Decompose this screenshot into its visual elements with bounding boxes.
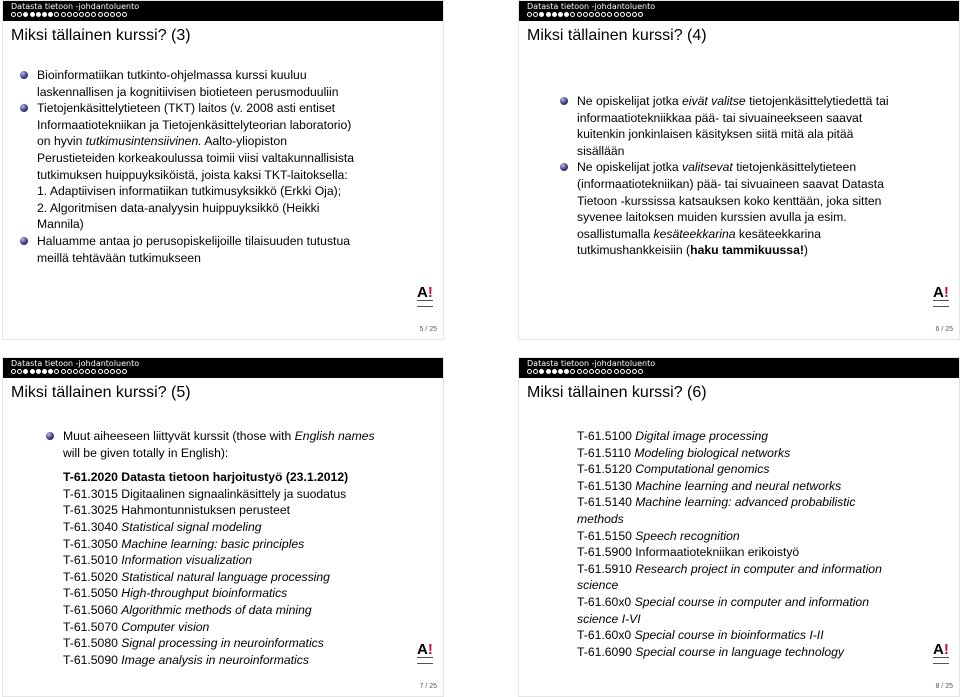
course-name: science I-VI: [577, 611, 641, 626]
nav-dot-icon[interactable]: [104, 12, 109, 17]
text-line: Tietoon -kurssissa katsauksen koko kenttään, joka sitten: [577, 193, 882, 208]
nav-dot-icon[interactable]: [104, 369, 109, 374]
header-title: Datasta tietoon -johdantoluento: [527, 2, 656, 11]
nav-dot-icon[interactable]: [61, 369, 66, 374]
nav-dot-icon[interactable]: [36, 369, 41, 374]
text-line: will be given totally in English):: [63, 445, 229, 460]
text-span: tutkimushankkeisiin (: [577, 243, 691, 258]
course-code: T-61.5120: [577, 462, 636, 477]
nav-dot-icon[interactable]: [23, 12, 28, 17]
header-title: Datasta tietoon -johdantoluento: [11, 2, 140, 11]
course-line: [577, 478, 949, 495]
course-line: [577, 544, 949, 561]
header-title: Datasta tietoon -johdantoluento: [11, 359, 140, 368]
course-code: T-61.5150: [577, 528, 636, 543]
nav-dot-icon[interactable]: [539, 12, 544, 17]
course-line: [63, 602, 433, 619]
nav-dot-icon[interactable]: [546, 369, 551, 374]
nav-dot-icon[interactable]: [30, 369, 35, 374]
course-name: Machine learning and neural networks: [635, 478, 842, 493]
nav-dot-icon[interactable]: [570, 12, 575, 17]
course-name: Algorithmic methods of data mining: [121, 602, 312, 617]
course-line: [63, 635, 433, 652]
slide-7: [2, 357, 444, 697]
italic-span: tutkimusintensiivinen.: [85, 134, 202, 149]
slide-title: Miksi tällainen kurssi? (4): [527, 27, 707, 44]
nav-dot-icon[interactable]: [626, 12, 631, 17]
course-code: T-61.3050: [63, 536, 122, 551]
nav-dot-icon[interactable]: [54, 12, 59, 17]
nav-dot-icon[interactable]: [67, 12, 72, 17]
text-line: Bioinformatiikan tutkinto-ohjelmassa kurssi kuuluu: [37, 68, 307, 82]
nav-dot-icon[interactable]: [116, 12, 121, 17]
slide-body: [37, 67, 433, 266]
nav-dot-icon[interactable]: [614, 12, 619, 17]
page-number: 7 / 25: [419, 683, 437, 690]
text-span: ): [803, 243, 808, 258]
bullet-item: [37, 67, 433, 100]
course-name: Statistical signal modeling: [121, 519, 262, 534]
course-name: Research project in computer and information: [635, 561, 882, 576]
nav-dot-icon[interactable]: [632, 12, 637, 17]
course-name: Informaatiotekniikan erikoistyö: [635, 545, 800, 560]
text-line: (informaatiotekniikan) pää- tai sivuaineen saavat Datasta: [577, 176, 884, 191]
nav-dot-icon[interactable]: [527, 369, 532, 374]
navigation-dots[interactable]: [527, 12, 643, 18]
slide-6: [518, 0, 960, 340]
page-number: 6 / 25: [935, 326, 953, 333]
nav-dot-icon[interactable]: [607, 12, 612, 17]
header-title: Datasta tietoon -johdantoluento: [527, 359, 656, 368]
course-line: [577, 461, 949, 478]
nav-dot-icon[interactable]: [607, 369, 612, 374]
course-line: [63, 536, 433, 553]
nav-dot-icon[interactable]: [30, 12, 35, 17]
text-line: [577, 159, 949, 176]
nav-dot-icon[interactable]: [546, 12, 551, 17]
nav-dot-icon[interactable]: [558, 369, 563, 374]
course-line: [577, 511, 949, 528]
nav-dot-icon[interactable]: [533, 369, 538, 374]
course-line: [577, 445, 949, 462]
text-line: 2. Algoritmisen data-analyysin huippuyksikkö (Heikki: [37, 200, 320, 215]
nav-dot-icon[interactable]: [79, 369, 84, 374]
nav-dot-icon[interactable]: [73, 369, 78, 374]
course-line: [577, 528, 949, 545]
bullet-ball-icon: [560, 163, 568, 171]
italic-span: English names: [294, 429, 375, 443]
course-code: T-61.3015: [63, 486, 122, 501]
text-line: informaatiotekniikkaa pää- tai sivuaineekseen saavat: [577, 110, 863, 125]
bold-span: T-61.2020 Datasta tietoon harjoitustyö (23.1.2012): [63, 470, 349, 485]
slide-header: [3, 358, 443, 378]
nav-dot-icon[interactable]: [122, 12, 127, 17]
text-span: tietojenkäsittelytieteen: [732, 160, 857, 175]
nav-dot-icon[interactable]: [48, 12, 53, 17]
course-code: T-61.5140: [577, 495, 636, 510]
text-line: meillä tehtävään tutkimukseen: [37, 250, 201, 265]
course-line: [577, 428, 949, 445]
course-line: [577, 611, 949, 628]
nav-dot-icon[interactable]: [589, 12, 594, 17]
text-span: osallistumalla: [577, 226, 654, 241]
course-line: [577, 594, 949, 611]
text-line: Mannila): [37, 217, 84, 232]
slide-title: Miksi tällainen kurssi? (6): [527, 384, 707, 401]
slide-8: [518, 357, 960, 697]
course-name: Machine learning: basic principles: [121, 536, 305, 551]
course-name: Digital image processing: [635, 429, 769, 443]
bold-course-line: [63, 469, 433, 486]
course-code: T-61.3040: [63, 519, 122, 534]
text-span: Aalto-yliopiston: [201, 134, 287, 149]
nav-dot-icon[interactable]: [552, 12, 557, 17]
text-span: Muut aiheeseen liittyvät kurssit (those with: [63, 429, 295, 443]
nav-dot-icon[interactable]: [583, 369, 588, 374]
course-line: [577, 561, 949, 578]
nav-dot-icon[interactable]: [577, 369, 582, 374]
navigation-dots[interactable]: [11, 369, 127, 375]
nav-dot-icon[interactable]: [638, 369, 643, 374]
course-code: T-61.5080: [63, 636, 122, 651]
nav-dot-icon[interactable]: [85, 12, 90, 17]
text-line: [63, 428, 433, 445]
course-code: T-61.5900: [577, 545, 636, 560]
nav-dot-icon[interactable]: [589, 369, 594, 374]
course-name: Modeling biological networks: [634, 445, 791, 460]
course-name: Special course in bioinformatics I-II: [634, 628, 824, 643]
course-line: [577, 494, 949, 511]
italic-span: valitsevat: [682, 160, 733, 175]
italic-span: kesäteekkarina: [653, 226, 736, 241]
course-list: [577, 428, 949, 660]
page-number: 8 / 25: [935, 683, 953, 690]
nav-dot-icon[interactable]: [620, 12, 625, 17]
slide-header: [3, 1, 443, 21]
nav-dot-icon[interactable]: [110, 12, 115, 17]
slide-title: Miksi tällainen kurssi? (5): [11, 384, 191, 401]
nav-dot-icon[interactable]: [638, 12, 643, 17]
course-code: T-61.5010: [63, 553, 122, 568]
nav-dot-icon[interactable]: [614, 369, 619, 374]
text-line: [577, 93, 949, 110]
nav-dot-icon[interactable]: [36, 12, 41, 17]
text-line: tutkimuksen huippuyksiköistä, joista kaksi TKT-laitoksella:: [37, 167, 348, 182]
nav-dot-icon[interactable]: [23, 369, 28, 374]
course-list: [63, 486, 433, 669]
navigation-dots[interactable]: [11, 12, 127, 18]
nav-dot-icon[interactable]: [91, 369, 96, 374]
nav-dot-icon[interactable]: [110, 369, 115, 374]
bullet-item: [577, 93, 949, 159]
text-span: tietojenkäsittelytiedettä tai: [745, 94, 889, 108]
nav-dot-icon[interactable]: [17, 12, 22, 17]
text-line: laskennallisen ja kognitiivisen biotieteen perusmoduuliin: [37, 84, 339, 99]
bullet-ball-icon: [20, 104, 28, 112]
nav-dot-icon[interactable]: [632, 369, 637, 374]
course-name: Statistical natural language processing: [121, 569, 330, 584]
text-line: Perustieteiden korkeakoulussa toimii viisi valtakunnallisista: [37, 150, 355, 165]
nav-dot-icon[interactable]: [85, 369, 90, 374]
nav-dot-icon[interactable]: [601, 369, 606, 374]
text-span: Ne opiskelijat jotka: [577, 94, 682, 108]
slide-body: [577, 93, 949, 259]
course-line: [577, 627, 949, 644]
nav-dot-icon[interactable]: [61, 12, 66, 17]
slide-header: [519, 1, 959, 21]
course-line: [63, 552, 433, 569]
nav-dot-icon[interactable]: [91, 12, 96, 17]
nav-dot-icon[interactable]: [533, 12, 538, 17]
text-line: [577, 242, 949, 259]
nav-dot-icon[interactable]: [42, 12, 47, 17]
course-code: T-61.5910: [577, 561, 636, 576]
course-name: Hahmontunnistuksen perusteet: [121, 503, 290, 518]
nav-dot-icon[interactable]: [558, 12, 563, 17]
course-name: Computer vision: [121, 619, 210, 634]
course-line: [63, 519, 433, 536]
bullet-ball-icon: [560, 97, 568, 105]
slide-5: [2, 0, 444, 340]
nav-dot-icon[interactable]: [552, 369, 557, 374]
slide-body: [63, 428, 433, 668]
course-name: Speech recognition: [635, 528, 740, 543]
course-code: T-61.5100: [577, 429, 636, 443]
text-line: Tietojenkäsittelytieteen (TKT) laitos (v. 2008 asti entiset: [37, 101, 336, 116]
nav-dot-icon[interactable]: [539, 369, 544, 374]
nav-dot-icon[interactable]: [583, 12, 588, 17]
course-code: T-61.60x0: [577, 594, 635, 609]
navigation-dots[interactable]: [527, 369, 643, 375]
nav-dot-icon[interactable]: [48, 369, 53, 374]
text-line: syvenee laitoksen muiden kurssien avulla ja esim.: [577, 210, 847, 225]
aalto-logo-icon: A!: [933, 285, 953, 307]
course-line: [63, 585, 433, 602]
text-line: [37, 133, 433, 150]
course-line: [577, 644, 949, 661]
course-code: T-61.5130: [577, 478, 636, 493]
course-name: High-throughput bioinformatics: [121, 586, 288, 601]
nav-dot-icon[interactable]: [595, 369, 600, 374]
course-code: T-61.5020: [63, 569, 122, 584]
course-line: [63, 486, 433, 503]
nav-dot-icon[interactable]: [601, 12, 606, 17]
nav-dot-icon[interactable]: [122, 369, 127, 374]
course-code: T-61.60x0: [577, 628, 635, 643]
text-line: Informaatiotekniikan ja Tietojenkäsittelyteorian laboratorio): [37, 117, 352, 132]
course-code: T-61.5060: [63, 602, 122, 617]
course-code: T-61.5050: [63, 586, 122, 601]
nav-dot-icon[interactable]: [98, 369, 103, 374]
nav-dot-icon[interactable]: [564, 369, 569, 374]
text-line: sisällään: [577, 143, 625, 158]
nav-dot-icon[interactable]: [17, 369, 22, 374]
bullet-ball-icon: [46, 432, 54, 440]
nav-dot-icon[interactable]: [98, 12, 103, 17]
course-name: Computational genomics: [635, 462, 770, 477]
text-span: on hyvin: [37, 134, 86, 149]
aalto-logo-icon: A!: [417, 642, 437, 664]
text-span: Ne opiskelijat jotka: [577, 160, 682, 175]
nav-dot-icon[interactable]: [79, 12, 84, 17]
course-code: T-61.5090: [63, 652, 122, 667]
nav-dot-icon[interactable]: [11, 369, 16, 374]
nav-dot-icon[interactable]: [67, 369, 72, 374]
course-name: Special course in computer and information: [634, 594, 869, 609]
course-name: Special course in language technology: [635, 644, 844, 659]
course-code: T-61.5070: [63, 619, 122, 634]
course-name: Signal processing in neuroinformatics: [121, 636, 324, 651]
course-name: Machine learning: advanced probabilistic: [635, 495, 856, 510]
course-name: Digitaalinen signaalinkäsittely ja suodatus: [121, 486, 347, 501]
course-line: [63, 652, 433, 669]
nav-dot-icon[interactable]: [570, 369, 575, 374]
course-name: Image analysis in neuroinformatics: [121, 652, 309, 667]
italic-span: eivät valitse: [682, 94, 746, 108]
bullet-item: [37, 233, 433, 266]
text-line: kuitenkin jonkinlaisen käsityksen siitä mitä ala pitää: [577, 127, 854, 142]
slide-body: [577, 428, 949, 660]
bullet-item: [63, 428, 433, 461]
course-code: T-61.5110: [577, 445, 635, 460]
course-name: Information visualization: [121, 553, 253, 568]
bullet-ball-icon: [20, 71, 28, 79]
nav-dot-icon[interactable]: [620, 369, 625, 374]
aalto-logo-icon: A!: [933, 642, 953, 664]
bullet-item: [577, 159, 949, 259]
nav-dot-icon[interactable]: [73, 12, 78, 17]
nav-dot-icon[interactable]: [11, 12, 16, 17]
nav-dot-icon[interactable]: [54, 369, 59, 374]
text-line: 1. Adaptiivisen informatiikan tutkimusyksikkö (Erkki Oja);: [37, 184, 342, 199]
nav-dot-icon[interactable]: [564, 12, 569, 17]
page-number: 5 / 25: [419, 326, 437, 333]
nav-dot-icon[interactable]: [626, 369, 631, 374]
nav-dot-icon[interactable]: [42, 369, 47, 374]
bold-span: haku tammikuussa!: [690, 243, 804, 258]
nav-dot-icon[interactable]: [527, 12, 532, 17]
course-name: methods: [577, 511, 624, 526]
course-line: [63, 502, 433, 519]
nav-dot-icon[interactable]: [116, 369, 121, 374]
course-line: [63, 619, 433, 636]
course-line: [63, 569, 433, 586]
bullet-ball-icon: [20, 237, 28, 245]
course-code: T-61.6090: [577, 644, 636, 659]
aalto-logo-icon: A!: [417, 285, 437, 307]
slide-header: [519, 358, 959, 378]
text-line: Haluamme antaa jo perusopiskelijoille tilaisuuden tutustua: [37, 233, 350, 248]
nav-dot-icon[interactable]: [595, 12, 600, 17]
course-code: T-61.3025: [63, 503, 122, 518]
text-span: kesäteekkarina: [735, 226, 821, 241]
bullet-item: [37, 100, 433, 233]
text-line: [577, 226, 949, 243]
course-name: science: [577, 578, 619, 593]
slide-title: Miksi tällainen kurssi? (3): [11, 27, 191, 44]
nav-dot-icon[interactable]: [577, 12, 582, 17]
course-line: [577, 577, 949, 594]
